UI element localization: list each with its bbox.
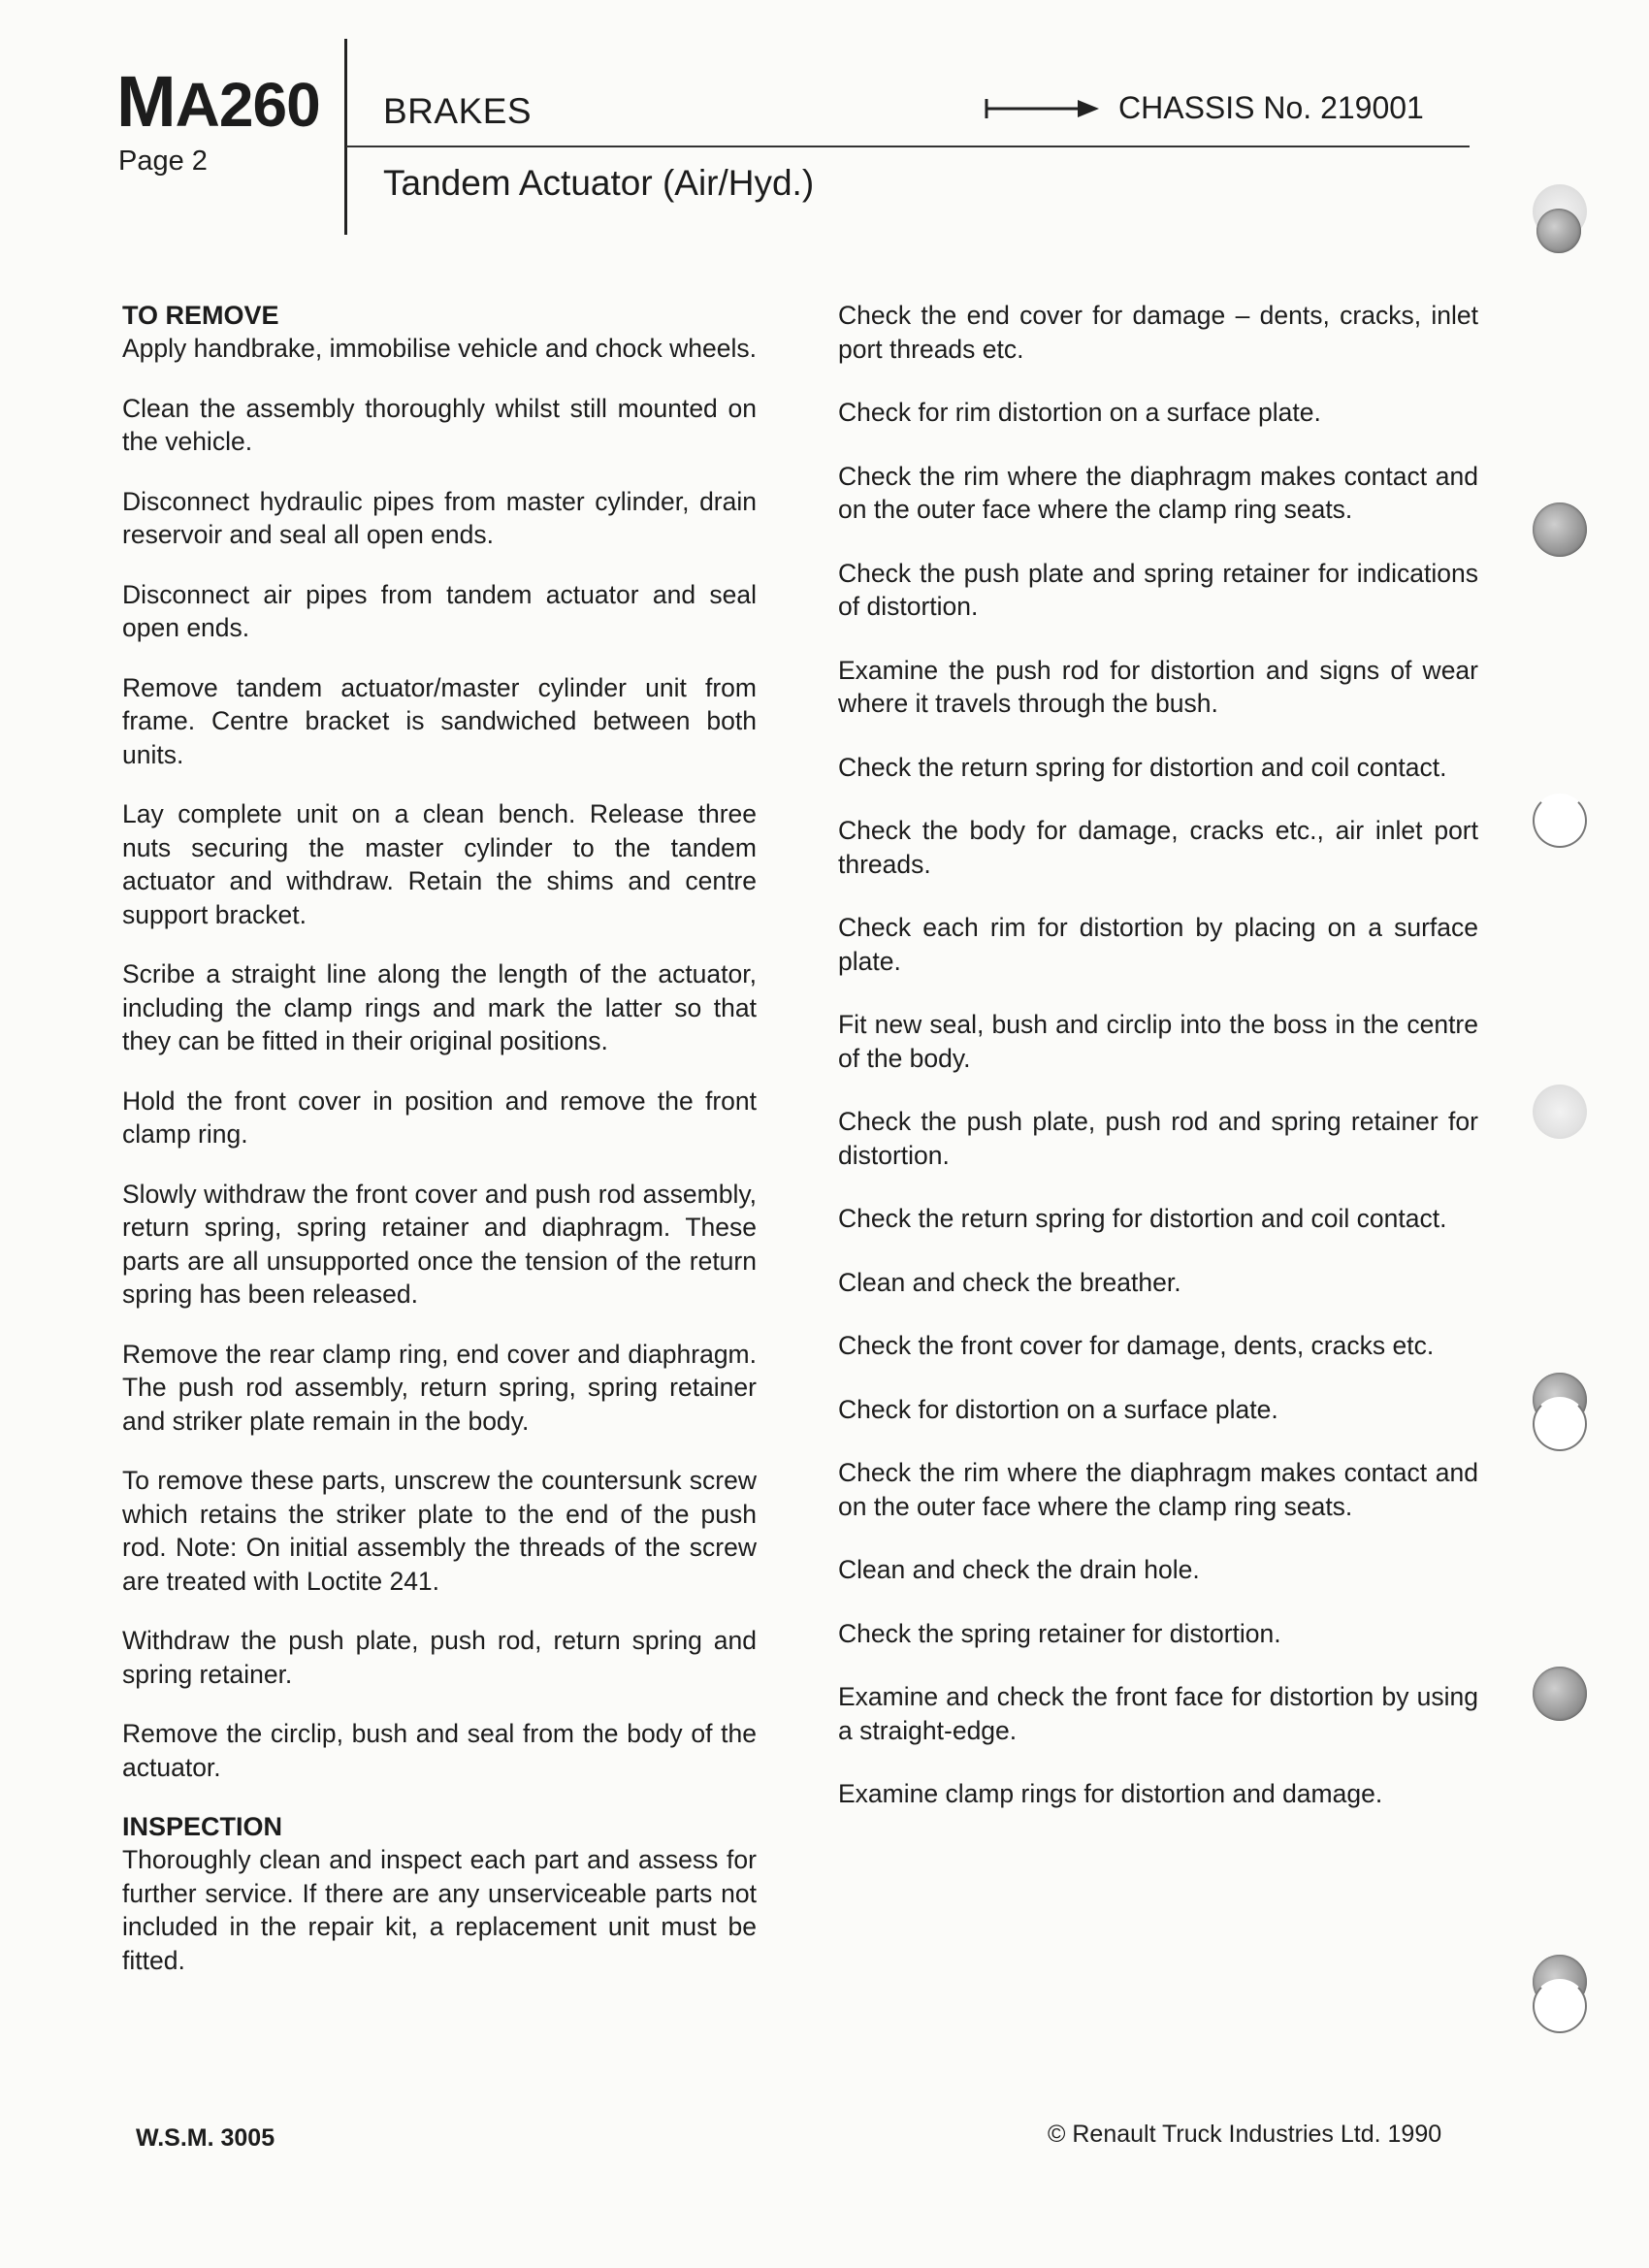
paragraph: Scribe a straight line along the length of the actuator, including the clamp rings and mark the latter so that they can be fitted in their original positions. [122, 959, 757, 1055]
range-arrow-icon [985, 97, 1101, 120]
paragraph: Withdraw the push plate, push rod, return spring and spring retainer. [122, 1626, 757, 1689]
binder-hole [1533, 502, 1587, 557]
paragraph: Examine the push rod for distortion and signs of wear where it travels through the bush. [838, 655, 1478, 718]
right-column [838, 299, 1478, 1841]
paragraph: Apply handbrake, immobilise vehicle and chock wheels. [122, 334, 758, 363]
paragraph: Clean the assembly thoroughly whilst still mounted on the vehicle. [122, 393, 757, 456]
paragraph: Check the push plate and spring retainer for indications of distortion. [838, 558, 1478, 621]
paragraph: Examine clamp rings for distortion and damage. [838, 1779, 1383, 1808]
paragraph: Remove the rear clamp ring, end cover and diaphragm. The push rod assembly, return spring, spring retainer and striker plate remain in the body. [122, 1339, 757, 1436]
page-number: Page 2 [118, 146, 208, 177]
page-subtitle: Tandem Actuator (Air/Hyd.) [383, 163, 815, 203]
paragraph: Slowly withdraw the front cover and push rod assembly, return spring, spring retainer and diaphragm. These parts are all unsupported once the tension of the return spring has been released. [122, 1179, 757, 1309]
paragraph: Examine and check the front face for distortion by using a straight-edge. [838, 1682, 1478, 1745]
paragraph: Remove the circlip, bush and seal from the body of the actuator. [122, 1719, 757, 1782]
chassis-number: CHASSIS No. 219001 [1118, 90, 1424, 125]
chassis-range [985, 90, 1424, 126]
paragraph: Check the rim where the diaphragm makes contact and on the outer face where the clamp ring seats. [838, 1458, 1478, 1521]
paragraph: Check the body for damage, cracks etc., air inlet port threads. [838, 816, 1478, 879]
document-reference: W.S.M. 3005 [136, 2124, 275, 2152]
paragraph: Check each rim for distortion by placing on a surface plate. [838, 913, 1478, 976]
binder-hole [1533, 1397, 1587, 1451]
paragraph: Fit new seal, bush and circlip into the boss in the centre of the body. [838, 1010, 1478, 1073]
paragraph: Check the front cover for damage, dents, cracks etc. [838, 1331, 1435, 1360]
paragraph: Remove tandem actuator/master cylinder unit from frame. Centre bracket is sandwiched between both units. [122, 672, 757, 769]
manual-code [116, 61, 320, 142]
binder-hole [1533, 1979, 1587, 2033]
paragraph: Disconnect air pipes from tandem actuator and seal open ends. [122, 579, 757, 642]
paragraph: Check for rim distortion on a surface plate. [838, 398, 1321, 427]
paragraph: Clean and check the drain hole. [838, 1555, 1200, 1584]
paragraph: Check the push plate, push rod and spring retainer for distortion. [838, 1107, 1478, 1170]
paragraph: Check the return spring for distortion and coil contact. [838, 752, 1447, 782]
paragraph: Lay complete unit on a clean bench. Release three nuts securing the master cylinder to the tandem actuator and withdraw. Retain the shims and centre support bracket. [122, 799, 757, 929]
section-title: BRAKES [383, 91, 533, 131]
binder-hole [1536, 209, 1581, 253]
paragraph: Check the return spring for distortion and coil contact. [838, 1204, 1447, 1233]
heading-inspection: INSPECTION [122, 1812, 283, 1841]
manual-code-rest: A260 [175, 70, 320, 140]
paragraph: Check the end cover for damage – dents, cracks, inlet port threads etc. [838, 301, 1478, 364]
binder-hole [1533, 1667, 1587, 1721]
binder-hole [1533, 1085, 1587, 1139]
paragraph: Disconnect hydraulic pipes from master cylinder, drain reservoir and seal all open ends. [122, 486, 757, 549]
header-divider-vertical [344, 39, 347, 235]
paragraph: Check for distortion on a surface plate. [838, 1394, 1278, 1424]
paragraph: Clean and check the breather. [838, 1267, 1181, 1297]
paragraph: Check the spring retainer for distortion. [838, 1618, 1281, 1648]
heading-to-remove: TO REMOVE [122, 301, 279, 330]
paragraph: Hold the front cover in position and remove the front clamp ring. [122, 1085, 757, 1149]
paragraph: Thoroughly clean and inspect each part and assess for further service. If there are any unserviceable parts not included in the repair kit, a replacement unit must be fitted. [122, 1845, 757, 1975]
header-divider-horizontal [346, 146, 1470, 147]
paragraph: Check the rim where the diaphragm makes contact and on the outer face where the clamp ring seats. [838, 461, 1478, 524]
copyright-notice: © Renault Truck Industries Ltd. 1990 [1048, 2121, 1442, 2148]
manual-code-prefix: M [116, 61, 176, 142]
left-column [122, 299, 757, 2003]
paragraph: To remove these parts, unscrew the countersunk screw which retains the striker plate to the end of the push rod. Note: On initial assembly the threads of the screw are treated with Loctite 241. [122, 1466, 757, 1596]
binder-hole [1533, 794, 1587, 848]
